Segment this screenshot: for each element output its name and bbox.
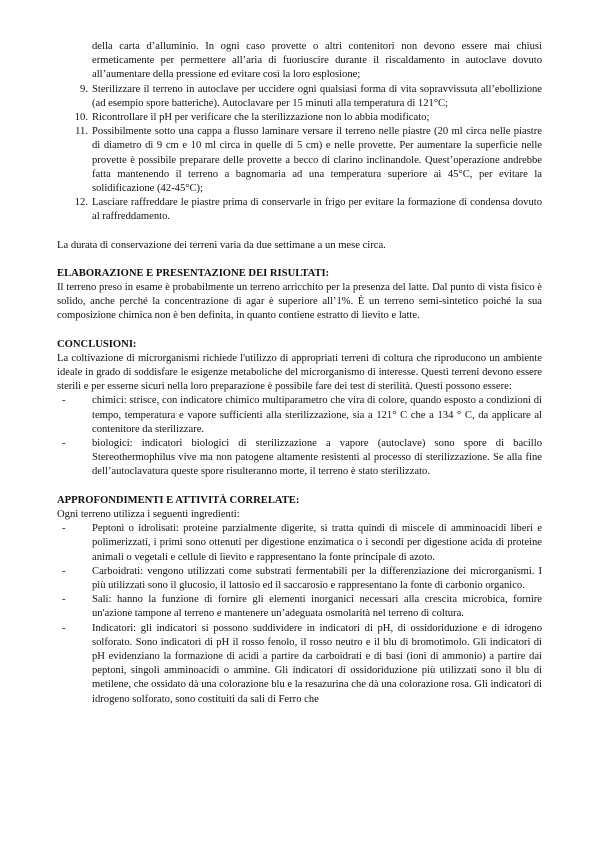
step-text: Possibilmente sotto una cappa a flusso laminare versare il terreno nelle piastre (20 ml circa nelle piastre di diametro di 9 cm e 10 ml circa in quelle di 5 cm) e nelle provette. Per aumentare la superficie nelle provette è possibile preparare delle provette a becco di clarino inclinandole. Quest’operazione andrebbe fatta mantenendo il terreno a bagnomaria ad una temperatura superiore ai 45°C, per evitare la solidificazione (42-45°C); bbox=[92, 126, 542, 195]
step-text: Ricontrollare il pH per verificare che la sterilizzazione non lo abbia modificato; bbox=[92, 112, 430, 124]
approfondimenti-intro: Ogni terreno utilizza i seguenti ingredienti: bbox=[57, 508, 240, 520]
document-page bbox=[57, 40, 542, 707]
section-heading-elaborazione: ELABORAZIONE E PRESENTAZIONE DEI RISULTATI: bbox=[57, 267, 330, 279]
list-dash: - bbox=[62, 565, 66, 577]
list-item bbox=[57, 522, 542, 565]
step-number: 9. bbox=[80, 83, 88, 95]
shelf-life-note: La durata di conservazione dei terreni varia da due settimane a un mese circa. bbox=[57, 239, 386, 251]
section-heading-conclusioni: CONCLUSIONI: bbox=[57, 338, 137, 350]
list-dash: - bbox=[62, 594, 66, 606]
list-text: Indicatori: gli indicatori si possono suddividere in indicatori di pH, di ossidoriduzione e di idrogeno solforato. Sono indicatori di pH il rosso fenolo, il rosso neutro e il blu di bromotimolo. Gli indicatori di pH evidenziano la formazione di acidi a partire da carboidrati e di basi (ioni di ammonio) a partire dai peptoni, singoli amminoacidi o ammine. Gli indicatori di ossidoriduzione più utilizzati sono il blu di metilene, che ossidato dà una colorazione blu e la resazurina che dà una colorazione rosa. Gli indicatori di idrogeno solforato, sono costituiti da sali di Ferro che bbox=[92, 622, 542, 705]
procedure-step bbox=[57, 83, 542, 111]
step-text: Lasciare raffreddare le piastre prima di conservarle in frigo per evitare la formazione di condensa dovuto al raffreddamento. bbox=[92, 197, 542, 223]
list-dash: - bbox=[62, 622, 66, 634]
list-item bbox=[57, 394, 542, 437]
step-number: 12. bbox=[74, 197, 88, 209]
list-text: Carboidrati: vengono utilizzati come substrati fermentabili per la differenziazione dei microrganismi. I più utilizzati sono il glucosio, il lattosio ed il saccarosio e rappresentano la fonte di carbonio organico. bbox=[92, 565, 542, 591]
procedure-continuation: della carta d’alluminio. In ogni caso provette o altri contenitori non devono essere mai chiusi ermeticamente per permettere all’aria di fuoriuscire durante il riscaldamento in autoclave dovuto all’aumentare della pressione ed evitare così la loro esplosione; bbox=[92, 41, 542, 81]
procedure-step bbox=[57, 111, 542, 125]
list-item bbox=[57, 622, 542, 707]
step-number: 10. bbox=[74, 112, 88, 124]
list-text: chimici: strisce, con indicatore chimico multiparametro che vira di colore, quando esposto a condizioni di tempo, temperatura e vapore sufficienti alla sterilizzazione, sia a 121° C che a 134 ° C, da applicare al contenitore da sterilizzare. bbox=[92, 395, 542, 435]
section-heading-approfondimenti: APPROFONDIMENTI E ATTIVITÀ CORRELATE: bbox=[57, 494, 300, 506]
list-text: Peptoni o idrolisati: proteine parzialmente digerite, si tratta quindi di miscele di amminoacidi liberi e polimerizzati, i primi sono ottenuti per digestione enzimatica o i secondi per digestione acida di proteine animali o vegetali e cellule di lievito e rappresentano la fonte principale di azoto. bbox=[92, 523, 542, 563]
list-dash: - bbox=[62, 395, 66, 407]
elaborazione-text: Il terreno preso in esame è probabilmente un terreno arricchito per la presenza del latte. Dal punto di vista fisico è solido, anche perché la concentrazione di agar è superiore all’1%. È un terreno semi-sintetico poiché la sua composizione chimica non è ben definita, in quanto contiene estratto di lievito e latte. bbox=[57, 282, 542, 322]
procedure-steps bbox=[57, 83, 542, 225]
list-dash: - bbox=[62, 523, 66, 535]
list-text: biologici: indicatori biologici di sterilizzazione a vapore (autoclave) sono spore di bacillo Stereothermophilus vive ma non patogene altamente resistenti al processo di sterilizzazione. Se alla fine dell’autoclavatura queste spore risulteranno morte, il terreno è stato sterilizzato. bbox=[92, 438, 542, 478]
step-text: Sterilizzare il terreno in autoclave per uccidere ogni qualsiasi forma di vita sopravvissuta all’ebollizione (ad esempio spore batteriche). Autoclavare per 15 minuti alla temperatura di 121°C; bbox=[92, 83, 542, 109]
procedure-step bbox=[57, 125, 542, 196]
step-number: 11. bbox=[75, 126, 88, 138]
list-item bbox=[57, 593, 542, 621]
procedure-step bbox=[57, 196, 542, 224]
list-item bbox=[57, 565, 542, 593]
list-text: Sali: hanno la funzione di fornire gli elementi inorganici necessari alla crescita microbica, fornire un'azione tampone al terreno e mantenere un’adeguata osmolarità nel terreno di coltura. bbox=[92, 594, 542, 620]
list-item bbox=[57, 437, 542, 480]
conclusioni-text: La coltivazione di microrganismi richiede l'utilizzo di appropriati terreni di coltura che riproducono un ambiente ideale in grado di soddisfare le esigenze metaboliche del microrganismo di interesse. Questi terreni devono essere sterili e per esserne sicuri nella loro preparazione è possibile fare dei test di sterilità. Questi possono essere: bbox=[57, 352, 542, 393]
list-dash: - bbox=[62, 438, 66, 450]
